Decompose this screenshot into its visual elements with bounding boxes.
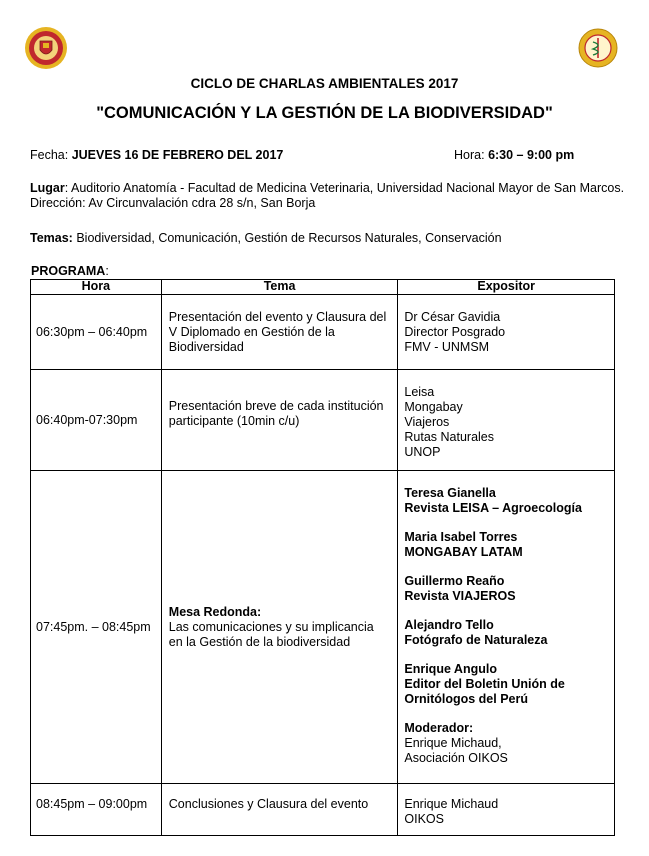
row-expositor [398, 471, 615, 784]
hora-line [454, 148, 574, 162]
row-tema: Presentación breve de cada institución participante (10min c/u) [161, 370, 398, 471]
page-title: CICLO DE CHARLAS AMBIENTALES 2017 [190, 76, 459, 91]
row-expositor: Leisa Mongabay Viajeros Rutas Naturales UNOP [398, 370, 615, 471]
header-hora: Hora [31, 280, 162, 295]
expositor-group: Alejandro Tello Fotógrafo de Naturaleza [404, 618, 548, 647]
row-hora: 06:30pm – 06:40pm [31, 295, 162, 370]
temas-label: Temas: [30, 231, 73, 245]
programa-label: PROGRAMA: [31, 264, 109, 278]
expositor-group: Teresa Gianella Revista LEISA – Agroecología [404, 486, 582, 515]
fecha-line [30, 148, 283, 162]
veterinary-faculty-seal-icon [578, 28, 618, 68]
expositor-group: Guillermo Reaño Revista VIAJEROS [404, 574, 516, 603]
row-expositor: Dr César Gavidia Director Posgrado FMV - UNMSM [398, 295, 615, 370]
hora-label: Hora: [454, 148, 485, 162]
expositor-group: Enrique Angulo Editor del Boletin Unión de Ornitólogos del Perú [404, 662, 565, 706]
lugar-label: Lugar [30, 181, 65, 195]
temas-line [30, 231, 502, 245]
hora-value: 6:30 – 9:00 pm [488, 148, 575, 162]
moderador-group: Moderador: Enrique Michaud, Asociación OIKOS [404, 721, 610, 766]
lugar-value: : Auditorio Anatomía - Facultad de Medicina Veterinaria, Universidad Nacional Mayor de San Marcos. [64, 181, 625, 195]
direccion-line: Dirección: Av Circunvalación cdra 28 s/n, San Borja [30, 196, 316, 210]
table-row [31, 370, 615, 471]
university-seal-icon [24, 26, 68, 70]
table-row [31, 471, 615, 784]
header-expositor: Expositor [398, 280, 615, 295]
row-hora: 07:45pm. – 08:45pm [31, 471, 162, 784]
row-hora: 06:40pm-07:30pm [31, 370, 162, 471]
table-row [31, 295, 615, 370]
table-header-row [31, 280, 615, 295]
table-row [31, 784, 615, 836]
row-tema: Conclusiones y Clausura del evento [161, 784, 398, 836]
header-tema: Tema [161, 280, 398, 295]
moderador-label: Moderador: [404, 721, 474, 735]
mesa-redonda-title: Mesa Redonda: [168, 604, 262, 619]
row-tema: Presentación del evento y Clausura del V Diplomado en Gestión de la Biodiversidad [161, 295, 398, 370]
row-hora: 08:45pm – 09:00pm [31, 784, 162, 836]
fecha-value: JUEVES 16 DE FEBRERO DEL 2017 [71, 148, 284, 162]
page-subtitle: "COMUNICACIÓN Y LA GESTIÓN DE LA BIODIVERSIDAD" [96, 104, 553, 122]
row-tema: Mesa Redonda: Las comunicaciones y su implicancia en la Gestión de la biodiversidad [161, 471, 398, 784]
programa-table [30, 279, 615, 836]
expositor-group: Maria Isabel Torres MONGABAY LATAM [404, 530, 523, 559]
lugar-line [30, 181, 624, 195]
row-expositor: Enrique Michaud OIKOS [398, 784, 615, 836]
temas-value: Biodiversidad, Comunicación, Gestión de Recursos Naturales, Conservación [76, 231, 502, 245]
fecha-label: Fecha: [30, 148, 69, 162]
